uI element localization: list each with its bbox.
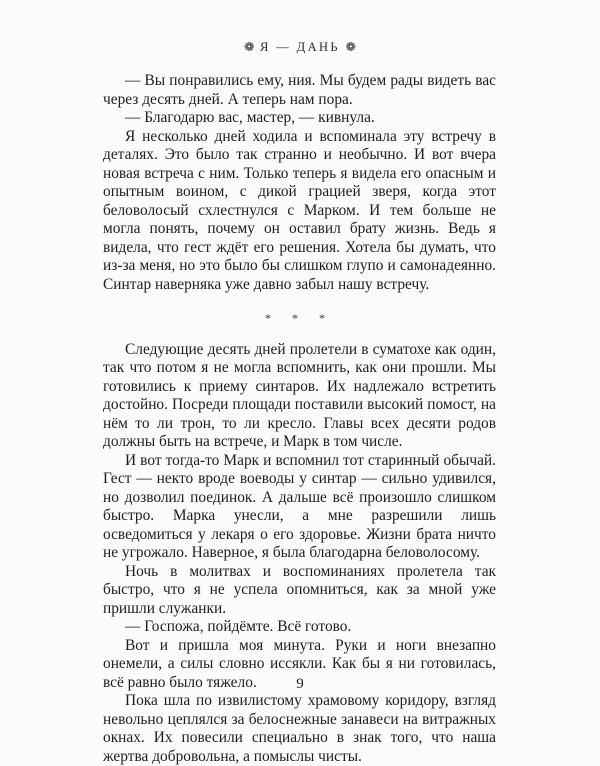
running-header bbox=[0, 39, 600, 55]
paragraph: Следующие десять дней пролетели в суматохе как один, так что потом я не могла вспомнить, как они прошли. Мы готовились к приему синтаров. Их надлежало встретить достойно. Посреди площади поставили высокий помост, на нём то ли трон, то ли кресло. Главы всех десяти родов должны быть на встрече, и Марк в том числе. bbox=[103, 340, 496, 450]
paragraph: — Вы понравились ему, ния. Мы будем рады видеть вас через десять дней. А теперь нам пора. bbox=[103, 72, 496, 108]
paragraph: Я несколько дней ходила и вспоминала эту встречу в деталях. Это было так странно и необычно. И вот вчера новая встреча с ним. Только теперь я видела его опасным и опытным воином, с дикой грацией зверя, когда этот беловолосый схлестнулся с Марком. И тем больше не могла понять, почему он оставил брату жизнь. Ведь я видела, что гест ждёт его решения. Хотела бы думать, что из-за меня, но это было бы слишком глупо и самонадеянно. Синтар наверняка уже давно забыл нашу встречу. bbox=[103, 127, 496, 293]
page-number: 9 bbox=[296, 676, 304, 692]
paragraph: Пока шла по извилистому храмовому коридору, взгляд невольно цеплялся за белоснежные занавеси на витражных окнах. Их повесили специально в знак того, что наша жертва добровольна, а помыслы чисты. bbox=[103, 692, 496, 765]
ornament-icon: ❁ bbox=[243, 40, 255, 54]
paragraph: — Благодарю вас, мастер, — кивнула. bbox=[125, 109, 375, 126]
ornament-icon: ❁ bbox=[345, 40, 357, 54]
paragraph: И вот тогда-то Марк и вспомнил тот старинный обычай. Гест — некто вроде воеводы у синтар — сильно удивился, но дозволил поединок. А дальше всё произошло слишком быстро. Марка унесли, а мне разрешили лишь осведомиться у лекаря о его здоровье. Жизни брата ничто не угрожало. Наверное, я была благодарна беловолосому. bbox=[103, 451, 496, 561]
chapter-title: Я — ДАНЬ bbox=[259, 40, 341, 54]
paragraph: Ночь в молитвах и воспоминаниях пролетела так быстро, что я не успела опомниться, как за мной уже пришли служанки. bbox=[103, 562, 496, 617]
page-body bbox=[103, 72, 496, 766]
section-separator: * * * bbox=[265, 311, 334, 325]
paragraph: — Госпожа, пойдёмте. Всё готово. bbox=[125, 618, 352, 635]
paragraph: Вот и пришла моя минута. Руки и ноги внезапно онемели, а силы словно иссякли. Как бы я ни готовилась, всё равно было тяжело. bbox=[103, 636, 496, 691]
